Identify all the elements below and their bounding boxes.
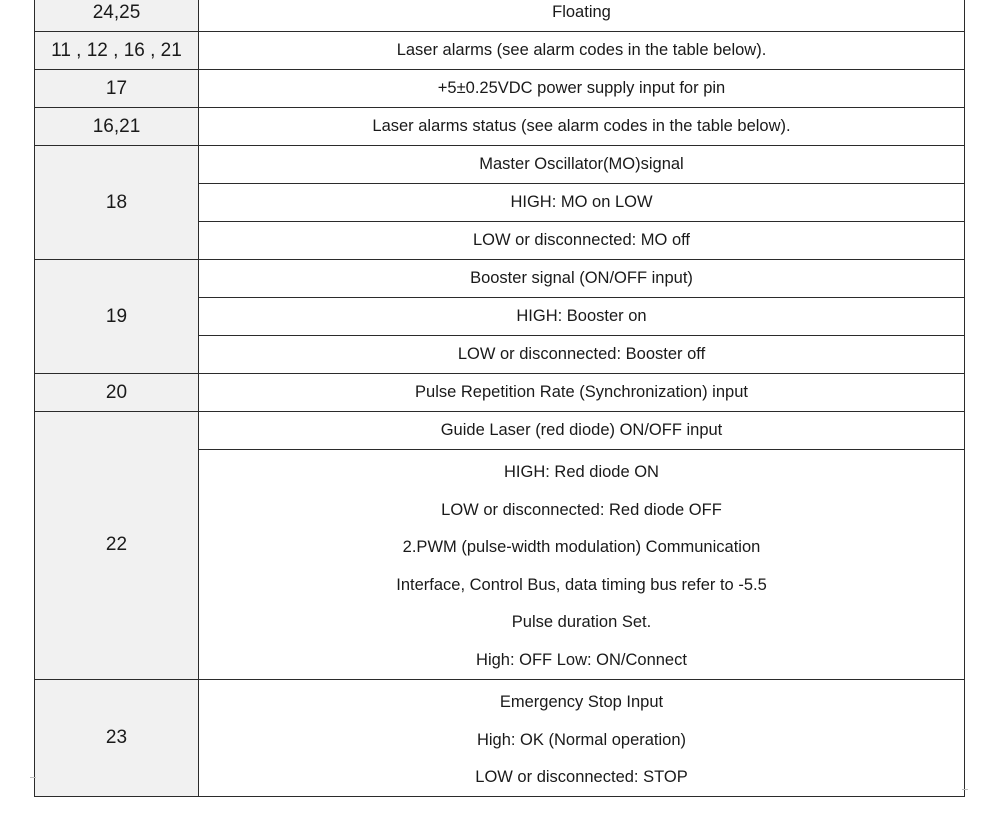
- description-cell: LOW or disconnected: MO off: [199, 222, 965, 260]
- description-line: High: OK (Normal operation): [476, 730, 687, 749]
- description-cell: +5±0.25VDC power supply input for pin: [199, 70, 965, 108]
- description-cell: Laser alarms status (see alarm codes in the table below).: [199, 108, 965, 146]
- description-line: Emergency Stop Input: [499, 692, 664, 711]
- table-row: [35, 0, 965, 32]
- description-line: Pulse duration Set.: [511, 613, 652, 632]
- page-margin-mark: [30, 777, 36, 778]
- pin-number-cell: 11 , 12 , 16 , 21: [35, 32, 199, 70]
- description-cell-multiline: [199, 679, 965, 796]
- table-row: [35, 32, 965, 70]
- table-row: [35, 146, 965, 184]
- pin-number-cell: 18: [35, 146, 199, 260]
- description-cell: Pulse Repetition Rate (Synchronization) input: [199, 374, 965, 412]
- table-row: [35, 374, 965, 412]
- table-row: [35, 70, 965, 108]
- description-line: LOW or disconnected: Red diode OFF: [441, 500, 722, 519]
- pin-number-cell: 19: [35, 260, 199, 374]
- pin-number-cell: 17: [35, 70, 199, 108]
- description-cell: Master Oscillator(MO)signal: [199, 146, 965, 184]
- description-line: Interface, Control Bus, data timing bus refer to -5.5: [396, 575, 767, 594]
- pin-description-table: [34, 0, 965, 797]
- pin-number-cell: 23: [35, 679, 199, 796]
- pin-number-cell: 24,25: [35, 0, 199, 32]
- description-line: LOW or disconnected: STOP: [475, 768, 688, 787]
- description-cell: Floating: [199, 0, 965, 32]
- description-cell: LOW or disconnected: Booster off: [199, 336, 965, 374]
- table-row: [35, 108, 965, 146]
- pin-number-cell: 16,21: [35, 108, 199, 146]
- description-cell-multiline: [199, 450, 965, 680]
- description-cell: Booster signal (ON/OFF input): [199, 260, 965, 298]
- table-row: [35, 412, 965, 450]
- table-row: [35, 679, 965, 796]
- page-margin-mark: [962, 789, 968, 790]
- description-cell: Laser alarms (see alarm codes in the table below).: [199, 32, 965, 70]
- description-cell: Guide Laser (red diode) ON/OFF input: [199, 412, 965, 450]
- description-line: HIGH: Red diode ON: [504, 463, 659, 481]
- pin-number-cell: 22: [35, 412, 199, 680]
- description-cell: HIGH: Booster on: [199, 298, 965, 336]
- description-cell: HIGH: MO on LOW: [199, 184, 965, 222]
- description-line: 2.PWM (pulse-width modulation) Communication: [402, 538, 761, 557]
- pin-number-cell: 20: [35, 374, 199, 412]
- table-row: [35, 260, 965, 298]
- description-line: High: OFF Low: ON/Connect: [476, 650, 687, 669]
